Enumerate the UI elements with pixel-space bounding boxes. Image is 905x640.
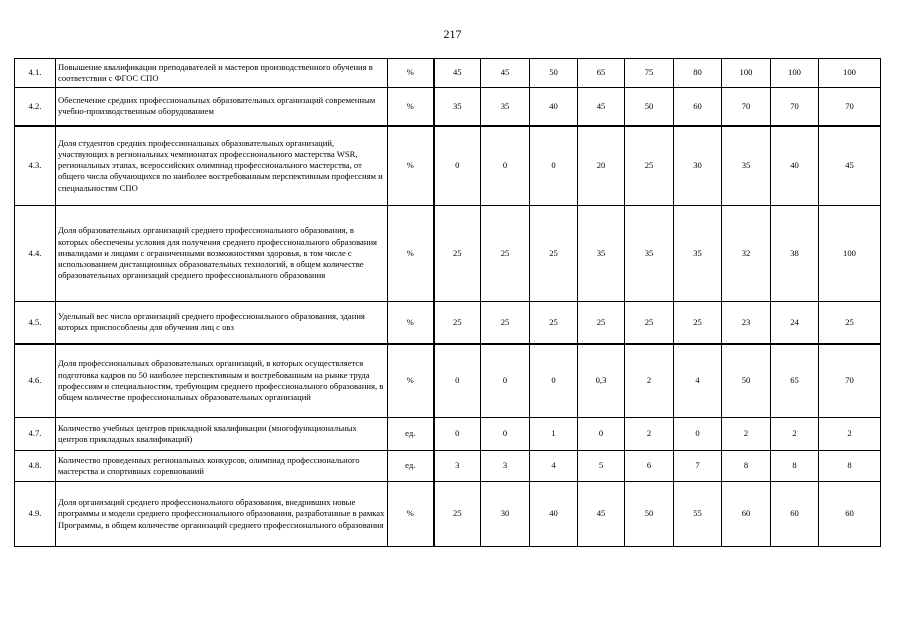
value-cell: 25 bbox=[530, 206, 578, 302]
value-cell: 45 bbox=[434, 59, 481, 88]
value-cell: 2 bbox=[771, 418, 819, 451]
value-cell: 35 bbox=[578, 206, 625, 302]
value-cell: 35 bbox=[722, 126, 771, 206]
table-row bbox=[15, 126, 881, 206]
value-cell: 32 bbox=[722, 206, 771, 302]
value-cell: 24 bbox=[771, 302, 819, 344]
row-number: 4.8. bbox=[15, 451, 56, 482]
value-cell: 0 bbox=[530, 126, 578, 206]
value-cell: 2 bbox=[625, 344, 674, 418]
value-cell: 23 bbox=[722, 302, 771, 344]
value-cell: 0 bbox=[481, 344, 530, 418]
unit-cell: % bbox=[388, 206, 434, 302]
value-cell: 40 bbox=[530, 482, 578, 547]
value-cell: 35 bbox=[625, 206, 674, 302]
value-cell: 0,3 bbox=[578, 344, 625, 418]
unit-cell: % bbox=[388, 302, 434, 344]
row-number: 4.2. bbox=[15, 88, 56, 126]
value-cell: 0 bbox=[530, 344, 578, 418]
row-number: 4.5. bbox=[15, 302, 56, 344]
table-row bbox=[15, 482, 881, 547]
value-cell: 25 bbox=[434, 302, 481, 344]
value-cell: 1 bbox=[530, 418, 578, 451]
value-cell: 70 bbox=[771, 88, 819, 126]
indicator-description: Количество проведенных региональных конкурсов, олимпиад профессионального мастерства и спортивных соревнований bbox=[56, 451, 388, 482]
value-cell: 50 bbox=[625, 482, 674, 547]
indicator-description: Доля студентов средних профессиональных образовательных организаций, участвующих в региональных чемпионатах профессионального мастерства WSR, региональных этапах, всероссийских олимпиад профессионального мастерства, от общего числа обучающихся по наиболее востребованным перспективным профессиям и специальностям СПО bbox=[56, 126, 388, 206]
value-cell: 5 bbox=[578, 451, 625, 482]
value-cell: 25 bbox=[530, 302, 578, 344]
value-cell: 25 bbox=[578, 302, 625, 344]
value-cell: 4 bbox=[674, 344, 722, 418]
value-cell: 50 bbox=[722, 344, 771, 418]
value-cell: 2 bbox=[819, 418, 881, 451]
value-cell: 0 bbox=[434, 344, 481, 418]
value-cell: 0 bbox=[674, 418, 722, 451]
indicator-description: Обеспечение средних профессиональных образовательных организаций современным учебно-производственным оборудованием bbox=[56, 88, 388, 126]
indicator-description: Доля профессиональных образовательных организаций, в которых осуществляется подготовка кадров по 50 наиболее перспективным и востребованным на рынке труда профессиям и специальностям, требующим среднего профессионального образования, в общем количестве профессиональных образовательных организаций bbox=[56, 344, 388, 418]
value-cell: 2 bbox=[625, 418, 674, 451]
value-cell: 38 bbox=[771, 206, 819, 302]
row-number: 4.6. bbox=[15, 344, 56, 418]
value-cell: 25 bbox=[819, 302, 881, 344]
indicator-description: Количество учебных центров прикладной квалификации (многофункциональных центров прикладных квалификаций) bbox=[56, 418, 388, 451]
value-cell: 100 bbox=[771, 59, 819, 88]
value-cell: 40 bbox=[771, 126, 819, 206]
value-cell: 25 bbox=[674, 302, 722, 344]
unit-cell: % bbox=[388, 482, 434, 547]
value-cell: 45 bbox=[481, 59, 530, 88]
indicator-description: Удельный вес числа организаций среднего профессионального образования, здания которых приспособлены для обучения лиц с овз bbox=[56, 302, 388, 344]
table-row bbox=[15, 59, 881, 88]
value-cell: 25 bbox=[625, 126, 674, 206]
value-cell: 100 bbox=[819, 206, 881, 302]
table-row bbox=[15, 451, 881, 482]
unit-cell: % bbox=[388, 126, 434, 206]
value-cell: 30 bbox=[481, 482, 530, 547]
value-cell: 25 bbox=[481, 206, 530, 302]
value-cell: 45 bbox=[819, 126, 881, 206]
value-cell: 60 bbox=[819, 482, 881, 547]
unit-cell: ед. bbox=[388, 418, 434, 451]
table-row bbox=[15, 88, 881, 126]
value-cell: 80 bbox=[674, 59, 722, 88]
value-cell: 35 bbox=[481, 88, 530, 126]
unit-cell: % bbox=[388, 88, 434, 126]
table-row bbox=[15, 344, 881, 418]
unit-cell: % bbox=[388, 59, 434, 88]
unit-cell: ед. bbox=[388, 451, 434, 482]
value-cell: 0 bbox=[481, 126, 530, 206]
value-cell: 60 bbox=[722, 482, 771, 547]
value-cell: 4 bbox=[530, 451, 578, 482]
value-cell: 55 bbox=[674, 482, 722, 547]
value-cell: 45 bbox=[578, 482, 625, 547]
row-number: 4.1. bbox=[15, 59, 56, 88]
indicator-description: Повышение квалификации преподавателей и мастеров производственного обучения в соответствии с ФГОС СПО bbox=[56, 59, 388, 88]
value-cell: 0 bbox=[434, 126, 481, 206]
value-cell: 25 bbox=[434, 206, 481, 302]
value-cell: 60 bbox=[771, 482, 819, 547]
value-cell: 45 bbox=[578, 88, 625, 126]
value-cell: 8 bbox=[771, 451, 819, 482]
value-cell: 35 bbox=[434, 88, 481, 126]
value-cell: 7 bbox=[674, 451, 722, 482]
value-cell: 50 bbox=[530, 59, 578, 88]
value-cell: 25 bbox=[434, 482, 481, 547]
row-number: 4.9. bbox=[15, 482, 56, 547]
indicator-description: Доля организаций среднего профессионального образования, внедривших новые программы и модели среднего профессионального образования, разработанные в рамках Программы, в общем количестве организаций среднего профессионального образования bbox=[56, 482, 388, 547]
row-number: 4.7. bbox=[15, 418, 56, 451]
value-cell: 65 bbox=[578, 59, 625, 88]
table-row bbox=[15, 302, 881, 344]
row-number: 4.3. bbox=[15, 126, 56, 206]
value-cell: 2 bbox=[722, 418, 771, 451]
value-cell: 25 bbox=[625, 302, 674, 344]
value-cell: 0 bbox=[434, 418, 481, 451]
value-cell: 6 bbox=[625, 451, 674, 482]
value-cell: 100 bbox=[722, 59, 771, 88]
value-cell: 30 bbox=[674, 126, 722, 206]
table-row bbox=[15, 418, 881, 451]
unit-cell: % bbox=[388, 344, 434, 418]
value-cell: 8 bbox=[722, 451, 771, 482]
value-cell: 8 bbox=[819, 451, 881, 482]
value-cell: 40 bbox=[530, 88, 578, 126]
value-cell: 25 bbox=[481, 302, 530, 344]
value-cell: 0 bbox=[481, 418, 530, 451]
value-cell: 50 bbox=[625, 88, 674, 126]
value-cell: 100 bbox=[819, 59, 881, 88]
value-cell: 35 bbox=[674, 206, 722, 302]
row-number: 4.4. bbox=[15, 206, 56, 302]
value-cell: 65 bbox=[771, 344, 819, 418]
value-cell: 3 bbox=[434, 451, 481, 482]
value-cell: 20 bbox=[578, 126, 625, 206]
value-cell: 70 bbox=[819, 88, 881, 126]
table-row bbox=[15, 206, 881, 302]
indicator-description: Доля образовательных организаций среднего профессионального образования, в которых обеспечены условия для получения среднего профессионального образования инвалидами и лицами с ограниченными возможностями здоровья, в том числе с использованием дистанционных образовательных технологий, в общем количестве образовательных организаций среднего профессионального образования bbox=[56, 206, 388, 302]
page-number: 217 bbox=[443, 27, 462, 41]
value-cell: 0 bbox=[578, 418, 625, 451]
value-cell: 75 bbox=[625, 59, 674, 88]
value-cell: 70 bbox=[819, 344, 881, 418]
indicators-table bbox=[14, 58, 881, 547]
value-cell: 60 bbox=[674, 88, 722, 126]
value-cell: 3 bbox=[481, 451, 530, 482]
value-cell: 70 bbox=[722, 88, 771, 126]
